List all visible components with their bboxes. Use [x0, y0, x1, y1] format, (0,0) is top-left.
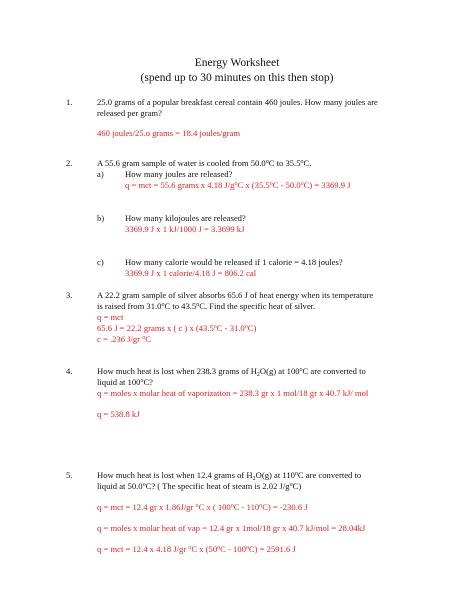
page-title: Energy Worksheet — [194, 57, 280, 69]
question-text-line: released per gram? — [97, 108, 162, 118]
question-number: 1. — [66, 97, 73, 107]
question-text-line: liquid at 50.0$^o$C? ( The specific heat of steam is 2.02 $J/g^oC$) — [97, 481, 302, 491]
question-text-line: How much heat is lost when 12.4 grams of $H_2O(g)$ at 110$^o$C are converted to — [97, 470, 362, 482]
answer-line: 3369.9 J x 1 calorie/4.18 J = 806.2 cal — [125, 268, 257, 278]
answer-line: q = mct — [97, 312, 124, 322]
sub-question-text: How many calorie would be released if 1 calorie = 4.18 joules? — [125, 257, 343, 267]
question-text-line: liquid at 100$^o$C? — [97, 377, 153, 387]
question-text-line: 25.0 grams of a popular breakfast cereal contain 460 joules. How many joules are — [97, 97, 378, 107]
answer-line: q = mct = 12.4 gr x 1.86J/gr $^o$C x ( $100^oC - 110^oC) = -230.6$ J — [97, 502, 308, 512]
answer-line: 3369.9 J x 1 kJ/1000 J = 3.3699 kJ — [125, 224, 245, 234]
answer-line: q = moles x molar heat of vaporization = 238.3 gr x 1 mol/18 gr x 40.7 kJ/ mol — [97, 388, 369, 398]
answer-line: q = 538.8 kJ — [97, 409, 140, 419]
sub-question-letter: c) — [97, 257, 104, 267]
question-number: 2. — [66, 158, 73, 168]
page-subtitle: (spend up to 30 minutes on this then stop) — [140, 72, 334, 84]
answer-line: q = mct = 55.6 grams x 4.18 $J/g^oC$ x $(35.5^oC - 50.0^oC) = 3369.9$ J — [125, 180, 351, 190]
sub-question-letter: a) — [97, 169, 104, 179]
question-number: 5. — [66, 470, 73, 480]
question-number: 4. — [66, 366, 73, 376]
question-text-line: A 22.2 gram sample of silver absorbs 65.6 J of heat energy when its temperature — [97, 290, 374, 300]
sub-question-text: How many joules are released? — [125, 169, 233, 179]
answer-line: c = .236 J/gr $^o$C — [97, 334, 151, 344]
question-number: 3. — [66, 290, 73, 300]
answer-line: q = mct = 12.4 x 4.18 J/gr $^o$C x $(50^oC - 100^oC) = 2591.6$ J — [97, 544, 296, 554]
question-text-line: How much heat is lost when 238.3 grams of $H_2O(g)$ at 100$^o$C are converted to — [97, 366, 366, 378]
sub-question-text: How many kilojoules are released? — [125, 213, 246, 223]
answer-line: q = moles x molar heat of vap = 12.4 gr x 1mol/18 gr x 40.7 kJ/mol = 28.04kJ — [97, 523, 366, 533]
answer-line: 460 joules/25.o grams = 18.4 joules/gram — [97, 128, 241, 138]
sub-question-letter: b) — [97, 213, 105, 223]
answer-line: 65.6 J = 22.2 grams x ( c ) x (43.5$^o$C - 31.0$^o$C) — [97, 323, 257, 333]
question-text-line: A 55.6 gram sample of water is cooled from 50.0$^o$C to 35.5$^o$C. — [97, 158, 312, 168]
question-text-line: is raised from 31.0$^o$C to 43.5$^o$C. Find the specific heat of silver. — [97, 301, 316, 311]
